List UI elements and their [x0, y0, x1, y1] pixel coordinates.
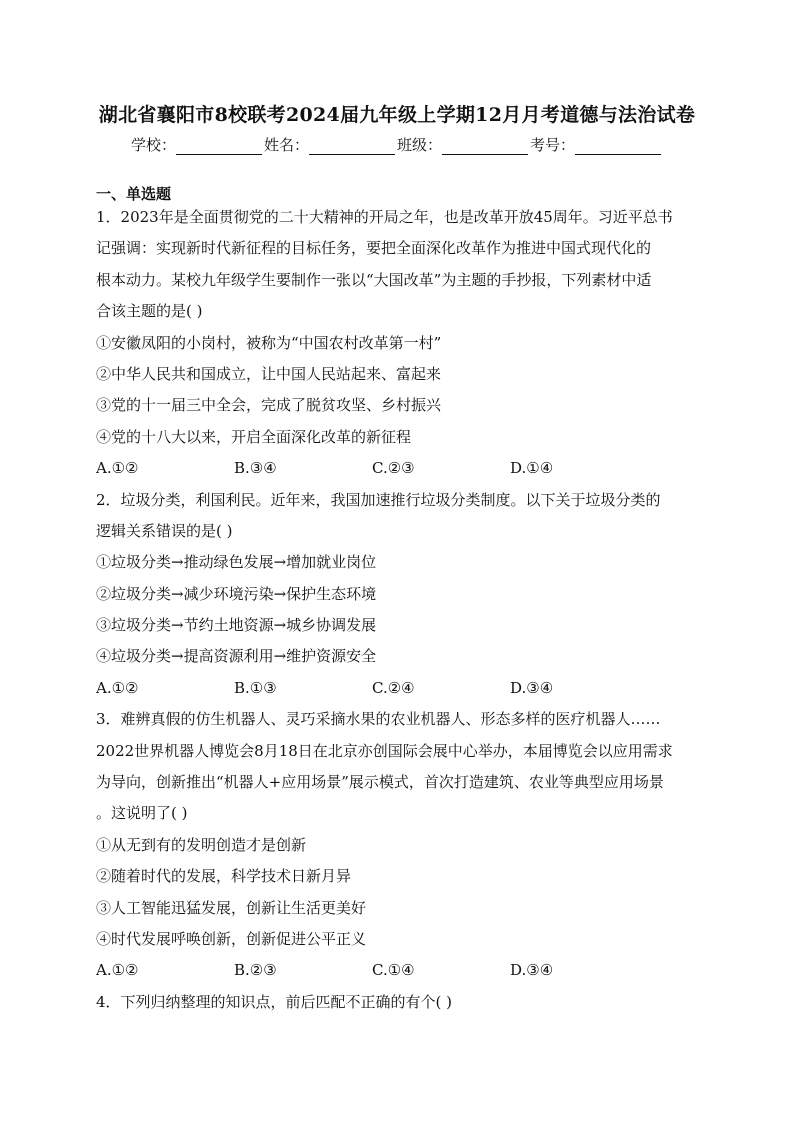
- question-3: [96, 704, 700, 987]
- option-b: B.③④: [234, 459, 277, 478]
- statement-item: ④垃圾分类→提高资源利用→维护资源安全: [96, 647, 377, 666]
- question-stem-line: 记强调：实现新时代新征程的目标任务，要把全面深化改革作为推进中国式现代化的: [96, 239, 652, 258]
- school-label: 学校：: [130, 136, 176, 154]
- option-a: A.①②: [96, 678, 139, 697]
- questions-area: [96, 202, 700, 1018]
- option-a: A.①②: [96, 961, 139, 980]
- name-field: [264, 134, 397, 155]
- section-heading: 一、单选题: [96, 185, 172, 203]
- class-label: 班级：: [397, 136, 443, 154]
- question-stem-line: 2022世界机器人博览会8月18日在北京亦创国际会展中心举办，本届博览会以应用需求: [96, 741, 673, 760]
- student-info-row: [0, 134, 794, 155]
- question-stem-line: 3．难辨真假的仿生机器人、灵巧采摘水果的农业机器人、形态多样的医疗机器人……: [96, 710, 661, 729]
- statement-item: ②中华人民共和国成立，让中国人民站起来、富起来: [96, 364, 442, 383]
- answer-options: [96, 673, 700, 704]
- number-label: 考号：: [530, 136, 576, 154]
- question-stem-line: 4．下列归纳整理的知识点，前后匹配不正确的有个( ): [96, 992, 453, 1011]
- option-b: B.②③: [234, 961, 277, 980]
- statement-item: ③党的十一届三中全会，完成了脱贫攻坚、乡村振兴: [96, 396, 442, 415]
- option-b: B.①③: [234, 678, 277, 697]
- option-d: D.①④: [510, 459, 554, 478]
- statement-item: ④党的十八大以来，开启全面深化改革的新征程: [96, 427, 412, 446]
- question-stem-line: 为导向，创新推出“机器人+应用场景”展示模式，首次打造建筑、农业等典型应用场景: [96, 773, 664, 792]
- number-field: [530, 134, 663, 155]
- question-stem-line: 逻辑关系错误的是( ): [96, 521, 233, 540]
- name-blank: [309, 138, 395, 155]
- class-blank: [442, 138, 528, 155]
- statement-item: ③垃圾分类→节约土地资源→城乡协调发展: [96, 616, 377, 635]
- school-field: [131, 134, 264, 155]
- question-stem-line: 2．垃圾分类，利国利民。近年来，我国加速推行垃圾分类制度。以下关于垃圾分类的: [96, 490, 661, 509]
- option-c: C.②④: [372, 678, 415, 697]
- option-c: C.①④: [372, 961, 415, 980]
- question-stem-line: 。这说明了( ): [96, 804, 188, 823]
- statement-item: ②垃圾分类→减少环境污染→保护生态环境: [96, 584, 377, 603]
- option-d: D.③④: [510, 678, 554, 697]
- answer-options: [96, 453, 700, 484]
- school-blank: [176, 138, 262, 155]
- option-a: A.①②: [96, 459, 139, 478]
- question-stem-line: 合该主题的是( ): [96, 302, 203, 321]
- statement-item: ①安徽凤阳的小岗村，被称为“中国农村改革第一村”: [96, 333, 442, 352]
- statement-item: ①从无到有的发明创造才是创新: [96, 835, 307, 854]
- class-field: [397, 134, 530, 155]
- statement-item: ①垃圾分类→推动绿色发展→增加就业岗位: [96, 553, 377, 572]
- name-label: 姓名：: [263, 136, 309, 154]
- exam-title: 湖北省襄阳市8校联考2024届九年级上学期12月月考道德与法治试卷: [98, 104, 696, 126]
- answer-options: [96, 955, 700, 986]
- option-d: D.③④: [510, 961, 554, 980]
- statement-item: ④时代发展呼唤创新，创新促进公平正义: [96, 929, 367, 948]
- question-4: [96, 987, 700, 1018]
- statement-item: ②随着时代的发展，科学技术日新月异: [96, 867, 352, 886]
- question-stem-line: 根本动力。某校九年级学生要制作一张以“大国改革”为主题的手抄报，下列素材中适: [96, 270, 652, 289]
- question-1: [96, 202, 700, 485]
- number-blank: [575, 138, 661, 155]
- option-c: C.②③: [372, 459, 415, 478]
- question-2: [96, 485, 700, 705]
- statement-item: ③人工智能迅猛发展，创新让生活更美好: [96, 898, 367, 917]
- question-stem-line: 1．2023年是全面贯彻党的二十大精神的开局之年，也是改革开放45周年。习近平总书: [96, 208, 673, 226]
